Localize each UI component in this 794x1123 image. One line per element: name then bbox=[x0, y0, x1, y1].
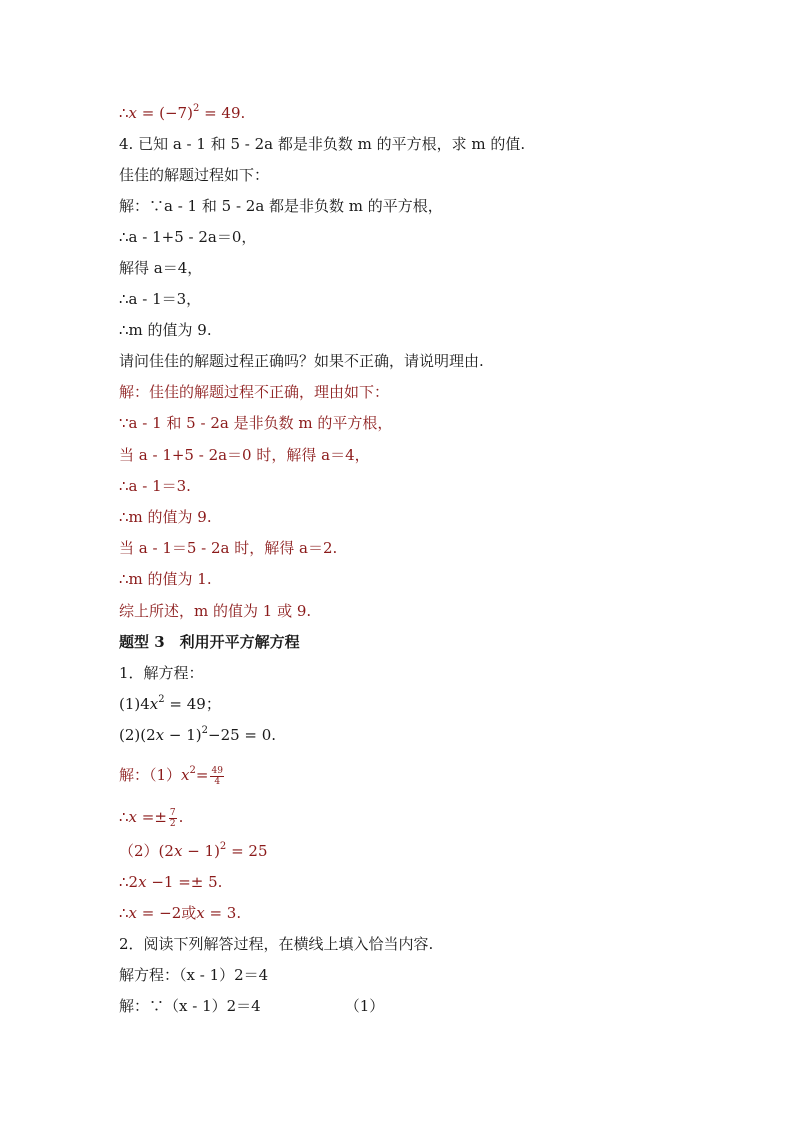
exponent: 2 bbox=[158, 694, 165, 705]
equation-tail: = 49. bbox=[199, 104, 246, 122]
fraction: $\frac{49}{4}$ bbox=[211, 765, 223, 787]
section-heading: 题型 3 利用开平方解方程 bbox=[119, 633, 300, 651]
exponent: 2 bbox=[192, 103, 200, 114]
solution-line: 解得 a＝4， bbox=[119, 259, 203, 277]
variable-x: x bbox=[128, 904, 138, 922]
answer-line: ∴x =± $\frac{7}{2}$ . bbox=[119, 807, 184, 829]
variable-x: x bbox=[149, 695, 159, 713]
therefore-symbol: ∴ bbox=[119, 104, 129, 122]
answer-line: $(2)(2x - 1)^2 = 25$ bbox=[119, 841, 268, 860]
answer-line: 解：$(1)x^2=$ $\frac{49}{4}$ bbox=[119, 765, 223, 787]
answer-line: 当 a - 1+5 - 2a＝0 时，解得 a＝4， bbox=[119, 446, 370, 464]
answer-line: ∴x = −2或x = 3. bbox=[119, 904, 242, 922]
exponent: 2 bbox=[189, 765, 196, 776]
solution-line: ∴a - 1＝3， bbox=[119, 290, 202, 308]
answer-line: ∴m 的值为 9. bbox=[119, 508, 212, 526]
exponent: 2 bbox=[201, 725, 208, 736]
answer-line: 当 a - 1＝5 - 2a 时，解得 a＝2. bbox=[119, 539, 338, 557]
variable-x: x bbox=[138, 873, 147, 891]
solution-line: ∴a - 1+5 - 2a＝0， bbox=[119, 228, 257, 246]
variable-x: x bbox=[128, 808, 138, 826]
equation-part: = (−7) bbox=[141, 104, 193, 122]
problem-2-statement: 2．阅读下列解答过程，在横线上填入恰当内容. bbox=[119, 935, 434, 953]
problem-4-statement: 4. 已知 a - 1 和 5 - 2a 都是非负数 m 的平方根，求 m 的值. bbox=[119, 135, 526, 153]
problem-1-statement: 1．解方程： bbox=[119, 664, 204, 682]
variable-x: x bbox=[155, 726, 165, 744]
equation-1: $(1)4x^2 = 49$； bbox=[119, 694, 221, 713]
fraction: $\frac{7}{2}$ bbox=[169, 807, 176, 829]
variable-x: x bbox=[173, 842, 183, 860]
answer-line: ∵a - 1 和 5 - 2a 是非负数 m 的平方根， bbox=[119, 414, 393, 432]
variable-x: x bbox=[196, 904, 205, 922]
exponent: 2 bbox=[219, 841, 227, 852]
solution-line: 解：∵a - 1 和 5 - 2a 都是非负数 m 的平方根， bbox=[119, 197, 443, 215]
equation-statement: 解方程：（x - 1）2＝4 bbox=[119, 966, 269, 984]
answer-line: 综上所述，m 的值为 1 或 9. bbox=[119, 602, 312, 620]
step-tag: （1） bbox=[344, 997, 385, 1015]
answer-line: ∴a - 1＝3. bbox=[119, 477, 191, 495]
answer-line bbox=[119, 103, 245, 123]
answer-line: 解：佳佳的解题过程不正确，理由如下： bbox=[119, 383, 390, 401]
variable-x: x bbox=[128, 104, 138, 122]
solution-line: 解：∵（x - 1）2＝4 （1） bbox=[119, 997, 385, 1015]
question-line: 请问佳佳的解题过程正确吗？如果不正确，请说明理由. bbox=[119, 352, 484, 370]
answer-line: ∴2x −1 =± 5. bbox=[119, 873, 223, 891]
solution-line: ∴m 的值为 9. bbox=[119, 321, 212, 339]
solution-intro: 佳佳的解题过程如下： bbox=[119, 166, 270, 184]
equation-2: $(2)(2x - 1)^2-25 = 0$. bbox=[119, 725, 277, 744]
answer-line: ∴m 的值为 1. bbox=[119, 570, 212, 588]
variable-x: x bbox=[181, 766, 190, 784]
